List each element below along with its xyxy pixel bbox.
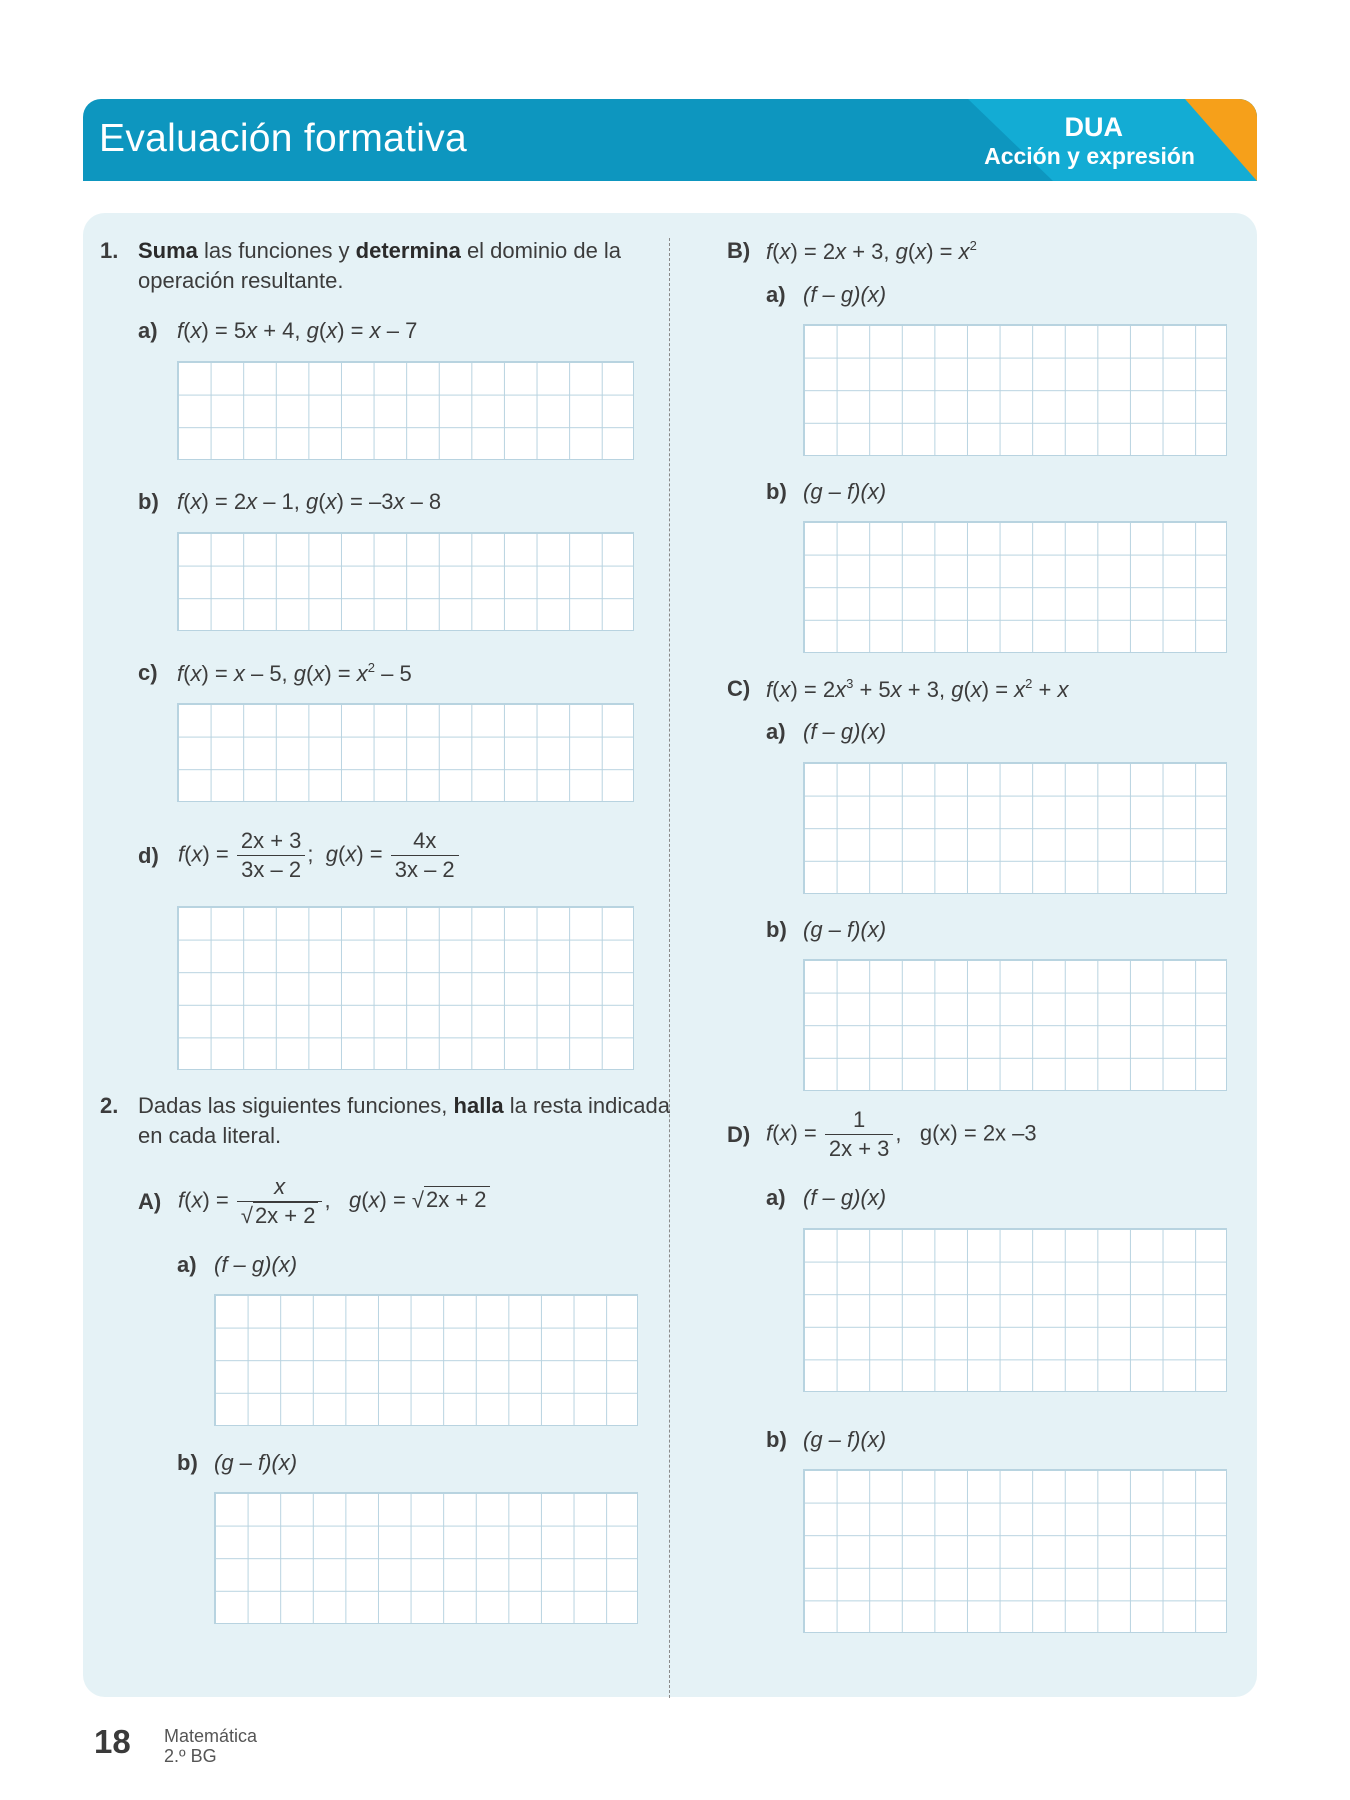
q2-D-a-label: a) [766, 1185, 786, 1210]
q2-D-a-expr: (f – g)(x) [803, 1185, 887, 1210]
q1-item-d-expr: f(x) = $\frac{2x + 3}{3x - 2}$ ; g(x) = $\frac{4x}{3x - 2}$ [178, 827, 461, 884]
answer-grid-q1c[interactable] [177, 703, 634, 802]
footer-subject [164, 1726, 257, 1766]
q2-C-a-expr: (f – g)(x) [803, 719, 887, 744]
q2-B-a-expr: (f – g)(x) [803, 282, 887, 307]
q2-A-label: A) [138, 1189, 162, 1214]
q1-item-d-label: d) [138, 843, 159, 868]
q2-C-a-label: a) [766, 719, 786, 744]
q1-item-c-label: c) [138, 660, 158, 685]
answer-grid-q2A-b[interactable] [214, 1492, 638, 1624]
q2-A-b-expr: (g – f)(x) [214, 1450, 298, 1475]
dua-title: DUA [1064, 112, 1123, 142]
answer-grid-q2C-a[interactable] [803, 762, 1227, 894]
q2-C-label: C) [727, 676, 751, 701]
answer-grid-q1a[interactable] [177, 361, 634, 460]
page-number: 18 [94, 1723, 131, 1760]
q1-item-a-label: a) [138, 318, 158, 343]
answer-grid-q2D-b[interactable] [803, 1469, 1227, 1633]
answer-grid-q1b[interactable] [177, 532, 634, 631]
q1-item-c-expr: f(x) = x – 5, $g(x) = x^2 - 5$ [177, 660, 412, 686]
question-1-text: Suma las funciones y determina el dominio de la [138, 238, 622, 263]
header-banner [83, 99, 1257, 181]
answer-grid-q2A-a[interactable] [214, 1294, 638, 1426]
q2-A-b-label: b) [177, 1450, 198, 1475]
q2-D-label: D) [727, 1122, 751, 1147]
q2-B-b-label: b) [766, 479, 787, 504]
question-2-text-line2: en cada literal. [138, 1123, 282, 1148]
question-1-number: 1. [100, 238, 119, 263]
q2-C-b-label: b) [766, 917, 787, 942]
column-divider [669, 238, 670, 1698]
answer-grid-q2C-b[interactable] [803, 959, 1227, 1091]
q1-item-b-expr: f(x) = 2x – 1, g(x) = –3x – 8 [177, 489, 442, 514]
page-title: Evaluación formativa [99, 117, 468, 160]
q2-A-a-label: a) [177, 1252, 197, 1277]
q2-D-b-label: b) [766, 1427, 787, 1452]
dua-badge [883, 99, 1257, 181]
dua-subtitle: Acción y expresión [984, 143, 1195, 169]
q2-B-a-label: a) [766, 282, 786, 307]
q2-C-expr: $f(x) = 2x^3 + 5x + 3$, $g(x) = x^2 + x$ [766, 676, 1069, 702]
subject-name: Matemática [164, 1726, 258, 1746]
answer-grid-q1d[interactable] [177, 906, 634, 1070]
question-2-text: Dadas las siguientes funciones, halla la resta indicada [138, 1093, 670, 1118]
q2-D-expr: f(x) = $\frac{1}{2x + 3}$ , g(x) = 2x –3 [766, 1107, 1037, 1161]
answer-grid-q2B-b[interactable] [803, 521, 1227, 653]
answer-grid-q2B-a[interactable] [803, 324, 1227, 456]
q2-B-b-expr: (g – f)(x) [803, 479, 887, 504]
grade-label: 2.º BG [164, 1746, 217, 1766]
q2-D-b-expr: (g – f)(x) [803, 1427, 887, 1452]
q2-A-expr: f(x) = $\frac{x}{√2x + 2}$ , g(x) = √2x + 2 [178, 1173, 490, 1230]
q2-B-expr: f(x) = 2x + 3, $g(x) = x^2$ [766, 238, 977, 264]
q2-A-a-expr: (f – g)(x) [214, 1252, 298, 1277]
q1-item-a-expr: f(x) = 5x + 4, g(x) = x – 7 [177, 318, 418, 343]
q1-item-b-label: b) [138, 489, 159, 514]
question-2-number: 2. [100, 1093, 119, 1118]
answer-grid-q2D-a[interactable] [803, 1228, 1227, 1392]
q2-C-b-expr: (g – f)(x) [803, 917, 887, 942]
q2-B-label: B) [727, 238, 751, 263]
question-1-text-line2: operación resultante. [138, 268, 344, 293]
